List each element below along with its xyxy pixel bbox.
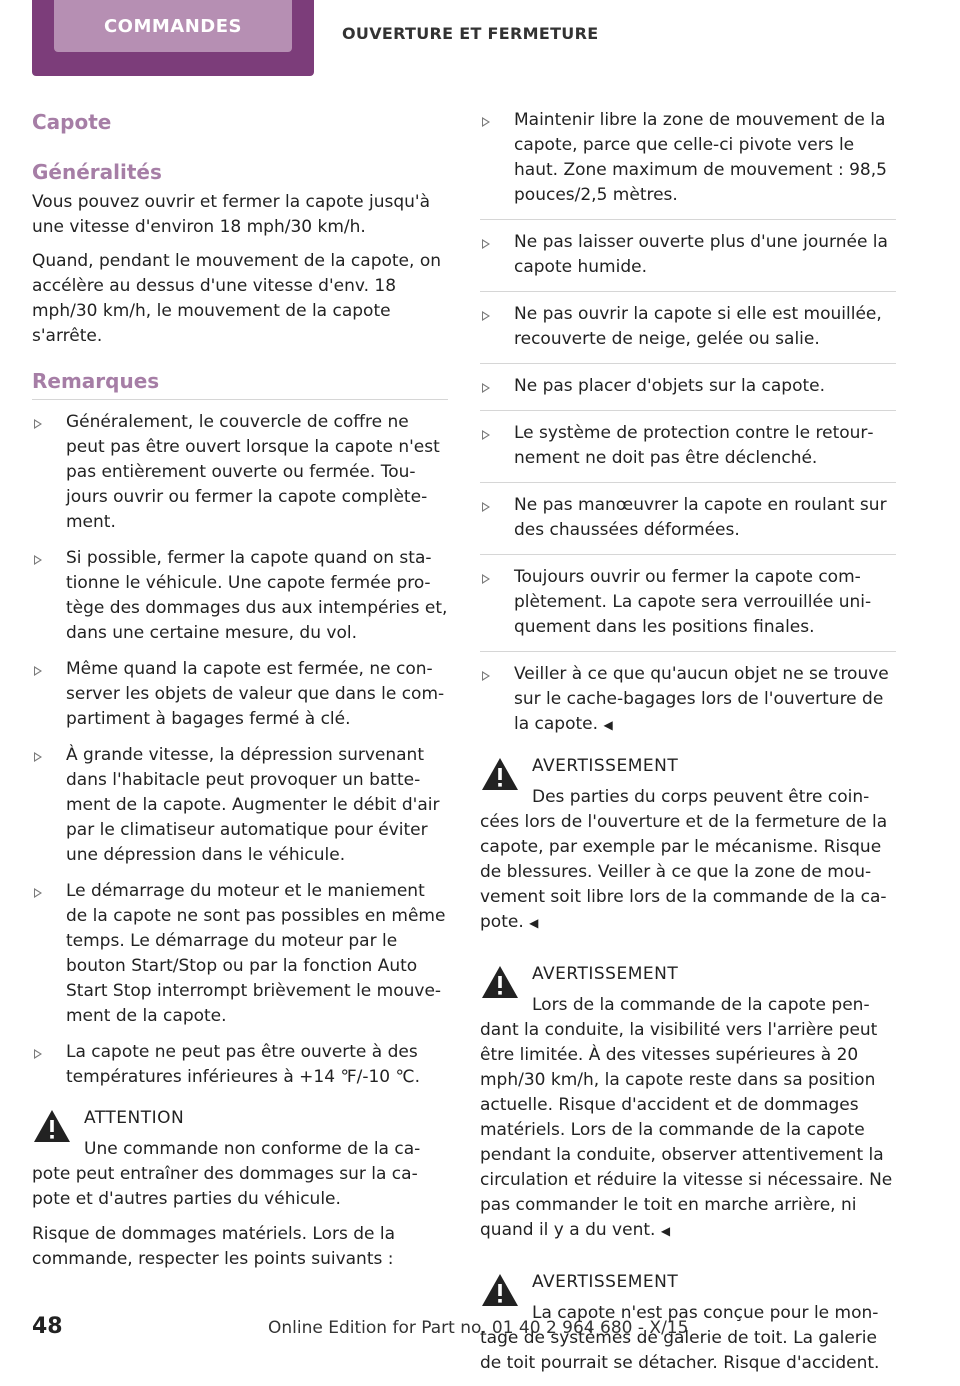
warning-triangle-icon — [480, 964, 520, 1000]
warning-text: Des parties du corps peuvent être coincées lors de l'ouverture et de la fermeture de la capote, par exemple par le mécanisme. Risque de blessures. Veiller à ce que la zone de mouvement soit libre lors de la commande de la capote. ◀ — [480, 787, 888, 932]
precautions-list — [480, 108, 896, 738]
warning-title: AVERTISSEMENT — [532, 964, 679, 984]
list-item: Veiller à ce que qu'aucun objet ne se trouve sur le cache-bagages lors de l'ouverture de la capote. ◀ — [480, 662, 896, 738]
list-item: Le système de protection contre le retournement ne doit pas être déclenché. — [480, 421, 896, 471]
bullet-triangle-icon — [482, 574, 490, 584]
warning-triangle-icon — [480, 1272, 520, 1308]
bullet-triangle-icon — [482, 502, 490, 512]
bullet-triangle-icon — [482, 671, 490, 681]
page-number: 48 — [32, 1314, 63, 1339]
warning-box — [480, 962, 896, 1244]
paragraph: Risque de dommages matériels. Lors de la commande, respecter les points suivants : — [32, 1224, 395, 1269]
section-title: OUVERTURE ET FERMETURE — [342, 24, 599, 43]
bullet-triangle-icon — [34, 666, 42, 676]
list-item: Si possible, fermer la capote quand on stationne le véhicule. Une capote fermée protège des dommages dus aux intempéries et, dans une certaine mesure, du vol. — [32, 546, 448, 646]
warning-text: La capote n'est pas conçue pour le montage de systèmes de galerie de toit. La galerie de toit pourrait se détacher. Risque d'accident. — [480, 1303, 880, 1373]
bullet-triangle-icon — [482, 117, 490, 127]
divider — [480, 219, 896, 220]
end-mark-icon: ◀ — [603, 718, 613, 732]
end-mark-icon: ◀ — [660, 1224, 671, 1238]
warning-title: AVERTISSEMENT — [532, 756, 679, 776]
chapter-tab — [32, 0, 314, 76]
list-item: Généralement, le couvercle de coffre ne peut pas être ouvert lorsque la capote n'est pas entièrement ouverte ou fermée. Toujours ouvrir ou fermer la capote complètement. — [32, 410, 448, 535]
list-item: Le démarrage du moteur et le maniement de la capote ne sont pas possibles en même temps. Le démarrage du moteur par le bouton Start/Stop ou par la fonction Auto Start Stop interrompt brièvement le mouvement de la capote. — [32, 879, 448, 1029]
list-item: Ne pas manœuvrer la capote en roulant sur des chaussées déformées. — [480, 493, 896, 543]
list-item: Toujours ouvrir ou fermer la capote complètement. La capote sera verrouillée uniquement dans les positions finales. — [480, 565, 896, 640]
list-item: La capote ne peut pas être ouverte à des températures inférieures à +14 ℉/-10 ℃. — [32, 1040, 448, 1090]
bullet-triangle-icon — [482, 383, 490, 393]
remarques-list — [32, 410, 448, 1090]
divider — [32, 399, 448, 400]
list-item: Ne pas laisser ouverte plus d'une journée la capote humide. — [480, 230, 896, 280]
warning-text: Lors de la commande de la capote pendant la conduite, la visibilité vers l'arrière peut être limitée. À des vitesses supérieures à 20 mph/30 km/h, la capote reste dans sa position actuelle. Risque d'accident et de dommages matériels. Lors de la commande de la capote pendant la conduite, observer attentivement la circulation et réduire la vitesse si nécessaire. Ne pas commander le toit en marche arrière, ni quand il y a du vent. ◀ — [480, 995, 893, 1240]
chapter-tab-label: COMMANDES — [54, 0, 292, 52]
divider — [480, 291, 896, 292]
divider — [480, 651, 896, 652]
list-item: Ne pas placer d'objets sur la capote. — [480, 374, 896, 399]
bullet-triangle-icon — [34, 555, 42, 565]
bullet-triangle-icon — [34, 888, 42, 898]
warning-triangle-icon — [480, 756, 520, 792]
page-title: Capote — [32, 110, 112, 134]
attention-title: ATTENTION — [84, 1108, 185, 1128]
divider — [480, 482, 896, 483]
right-column — [480, 108, 896, 1386]
paragraph: Vous pouvez ouvrir et fermer la capote jusqu'à une vitesse d'environ 18 mph/30 km/h. — [32, 192, 431, 237]
list-item: Même quand la capote est fermée, ne conserver les objets de valeur que dans le compartiment à bagages fermé à clé. — [32, 657, 448, 732]
warning-box — [480, 754, 896, 936]
warning-title: AVERTISSEMENT — [532, 1272, 679, 1292]
list-item: À grande vitesse, la dépression survenant dans l'habitacle peut provoquer un battement de la capote. Augmenter le débit d'air par le climatiseur automatique pour éviter une dépression dans le véhicule. — [32, 743, 448, 868]
bullet-triangle-icon — [34, 419, 42, 429]
bullet-triangle-icon — [34, 752, 42, 762]
bullet-triangle-icon — [482, 239, 490, 249]
divider — [480, 363, 896, 364]
attention-box — [32, 1106, 448, 1212]
divider — [480, 554, 896, 555]
remarques-heading: Remarques — [32, 369, 160, 393]
generalites-heading: Généralités — [32, 160, 162, 184]
attention-text: Une commande non conforme de la capote peut entraîner des dommages sur la capote et d'autres parties du véhicule. — [32, 1139, 421, 1209]
left-column — [32, 108, 448, 1281]
bullet-triangle-icon — [482, 311, 490, 321]
list-item: Ne pas ouvrir la capote si elle est mouillée, recouverte de neige, gelée ou salie. — [480, 302, 896, 352]
bullet-triangle-icon — [482, 430, 490, 440]
divider — [480, 410, 896, 411]
list-item: Maintenir libre la zone de mouvement de la capote, parce que celle-ci pivote vers le haut. Zone maximum de mouvement : 98,5 pouces/2,5 mètres. — [480, 108, 896, 208]
end-mark-icon: ◀ — [529, 916, 539, 930]
bullet-triangle-icon — [34, 1049, 42, 1059]
paragraph: Quand, pendant le mouvement de la capote, on accélère au dessus d'une vitesse d'env. 18 mph/30 km/h, le mouvement de la capote s'arrête. — [32, 251, 441, 346]
warning-triangle-icon — [32, 1108, 72, 1144]
edition-footer: Online Edition for Part no. 01 40 2 964 680 - X/15 — [268, 1318, 689, 1338]
